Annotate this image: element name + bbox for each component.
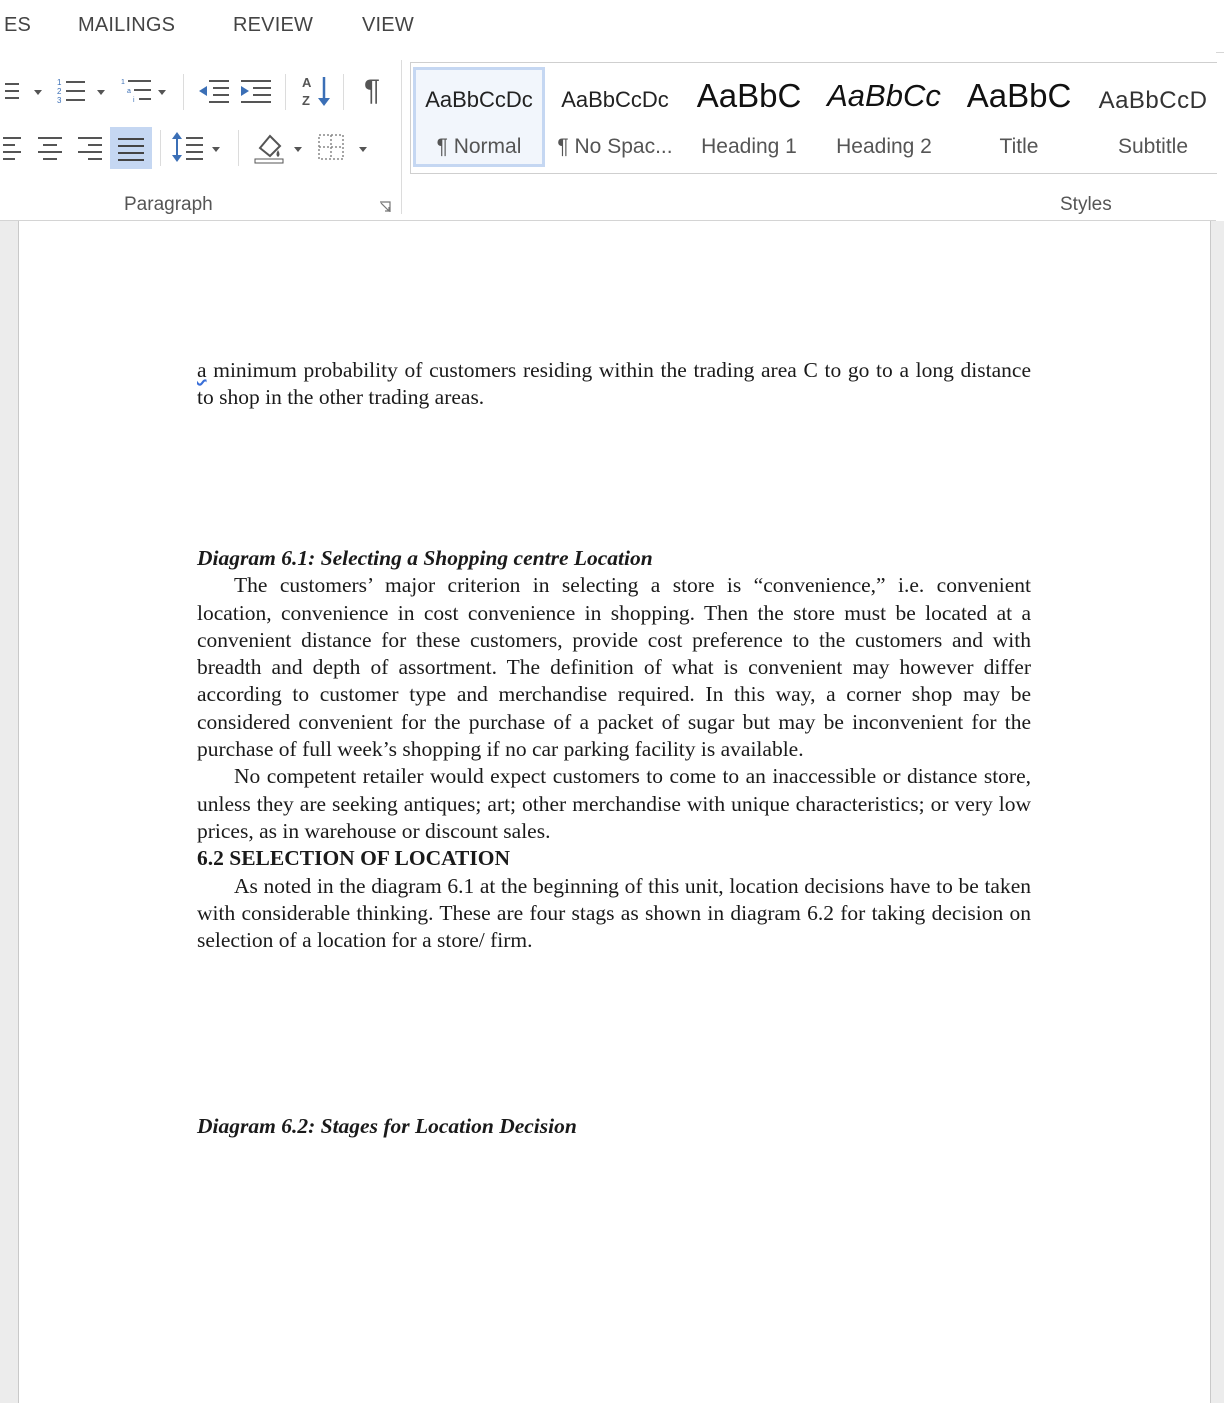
style-no-spacing[interactable]	[549, 67, 681, 167]
document-area	[0, 221, 1224, 1403]
style-name: ¶ Normal	[436, 135, 522, 158]
diagram-6-2-caption: Diagram 6.2: Stages for Location Decision	[197, 1114, 577, 1138]
body-block[interactable]	[197, 545, 1031, 954]
svg-text:Z: Z	[302, 93, 310, 108]
svg-text:A: A	[302, 75, 312, 90]
style-heading-2[interactable]	[818, 67, 950, 167]
style-heading-1[interactable]	[683, 67, 815, 167]
numbering-icon[interactable]	[54, 74, 88, 108]
style-normal[interactable]	[413, 67, 545, 167]
paragraph-1[interactable]	[197, 357, 1031, 412]
shading-icon[interactable]	[250, 128, 288, 166]
align-left-icon[interactable]	[2, 130, 24, 164]
style-title[interactable]	[953, 67, 1085, 167]
tab-mailings[interactable]: MAILINGS	[78, 14, 176, 36]
svg-text:a: a	[127, 88, 131, 95]
paragraph-dialog-launcher-icon[interactable]	[378, 200, 392, 214]
style-name: Subtitle	[1117, 135, 1189, 158]
ribbon-tabs	[0, 0, 1224, 53]
svg-text:3: 3	[57, 96, 62, 105]
caption-block[interactable]	[197, 1113, 1031, 1140]
section-heading-6-2: 6.2 SELECTION OF LOCATION	[197, 846, 510, 871]
multilevel-dropdown-icon[interactable]	[158, 90, 166, 95]
separator	[343, 74, 344, 110]
paragraph-1-text: minimum probability of customers residing within the trading area C to go to a long distance to shop in the other trading areas.	[197, 358, 1031, 410]
align-right-icon[interactable]	[74, 130, 106, 164]
svg-text:1: 1	[121, 79, 125, 86]
ribbon	[0, 52, 1216, 221]
tab-view[interactable]: VIEW	[362, 14, 414, 36]
tab-review[interactable]: REVIEW	[233, 14, 314, 36]
style-sample: AaBbCcD	[1098, 87, 1208, 114]
svg-text:1: 1	[57, 78, 62, 87]
diagram-6-1-caption: Diagram 6.1: Selecting a Shopping centre Location	[197, 546, 653, 570]
style-sample: AaBbC	[966, 77, 1072, 114]
tab-references-partial[interactable]: ES	[4, 14, 32, 36]
show-hide-marks-icon[interactable]: ¶	[363, 74, 381, 107]
separator	[160, 130, 161, 166]
svg-text:2: 2	[57, 87, 62, 96]
style-sample: AaBbCcDc	[561, 87, 669, 112]
bullets-icon[interactable]	[2, 76, 22, 106]
bullets-dropdown-icon[interactable]	[34, 90, 42, 95]
shading-dropdown-icon[interactable]	[294, 147, 302, 152]
decrease-indent-icon[interactable]	[196, 74, 232, 108]
numbering-dropdown-icon[interactable]	[97, 90, 105, 95]
document-page[interactable]	[18, 221, 1211, 1403]
paragraph-3: No competent retailer would expect customers to come to an inaccessible or distance store, unless they are seeking antiques; art; other merchandise with unique characteristics; or very low prices, as in warehouse or discount sales.	[197, 764, 1031, 843]
style-sample: AaBbC	[696, 77, 802, 114]
style-name: Title	[999, 135, 1039, 158]
style-name: Heading 1	[701, 135, 797, 158]
separator	[238, 130, 239, 166]
paragraph-group-label: Paragraph	[124, 194, 213, 215]
paragraph-2: The customers’ major criterion in selecting a store is “convenience,” i.e. convenient location, convenience in cost convenience in shopping. Then the store must be located at a convenient distance for these customers, provide cost preference to the customers and with breadth and depth of assortment. The definition of what is convenient may however differ according to customer type and merchandise required. In this way, a corner shop may be considered convenient for the purchase of a packet of sugar but may be inconvenient for the purchase of full week’s shopping if no car parking facility is available.	[197, 573, 1031, 762]
styles-gallery	[410, 62, 1217, 174]
increase-indent-icon[interactable]	[238, 74, 274, 108]
line-spacing-icon[interactable]	[170, 128, 206, 166]
style-name: ¶ No Spac...	[557, 135, 673, 158]
multilevel-list-icon[interactable]	[118, 74, 154, 108]
separator	[285, 74, 286, 110]
justify-icon[interactable]	[110, 127, 152, 169]
style-sample: AaBbCcDc	[425, 87, 533, 112]
text-cursor-char: a	[197, 358, 207, 382]
group-separator	[401, 60, 402, 214]
styles-group-label: Styles	[1060, 194, 1112, 215]
paragraph-4: As noted in the diagram 6.1 at the beginning of this unit, location decisions have to be taken with considerable thinking. These are four stags as shown in diagram 6.2 for taking decision on selection of a location for a store/ firm.	[197, 873, 1031, 953]
line-spacing-dropdown-icon[interactable]	[212, 147, 220, 152]
style-name: Heading 2	[836, 135, 932, 158]
borders-dropdown-icon[interactable]	[359, 147, 367, 152]
svg-text:i: i	[133, 97, 135, 104]
borders-icon[interactable]	[314, 130, 348, 164]
style-subtitle[interactable]	[1087, 67, 1219, 167]
separator	[183, 74, 184, 110]
style-sample: AaBbCc	[827, 78, 941, 113]
align-center-icon[interactable]	[34, 130, 66, 164]
sort-icon[interactable]	[298, 72, 334, 110]
